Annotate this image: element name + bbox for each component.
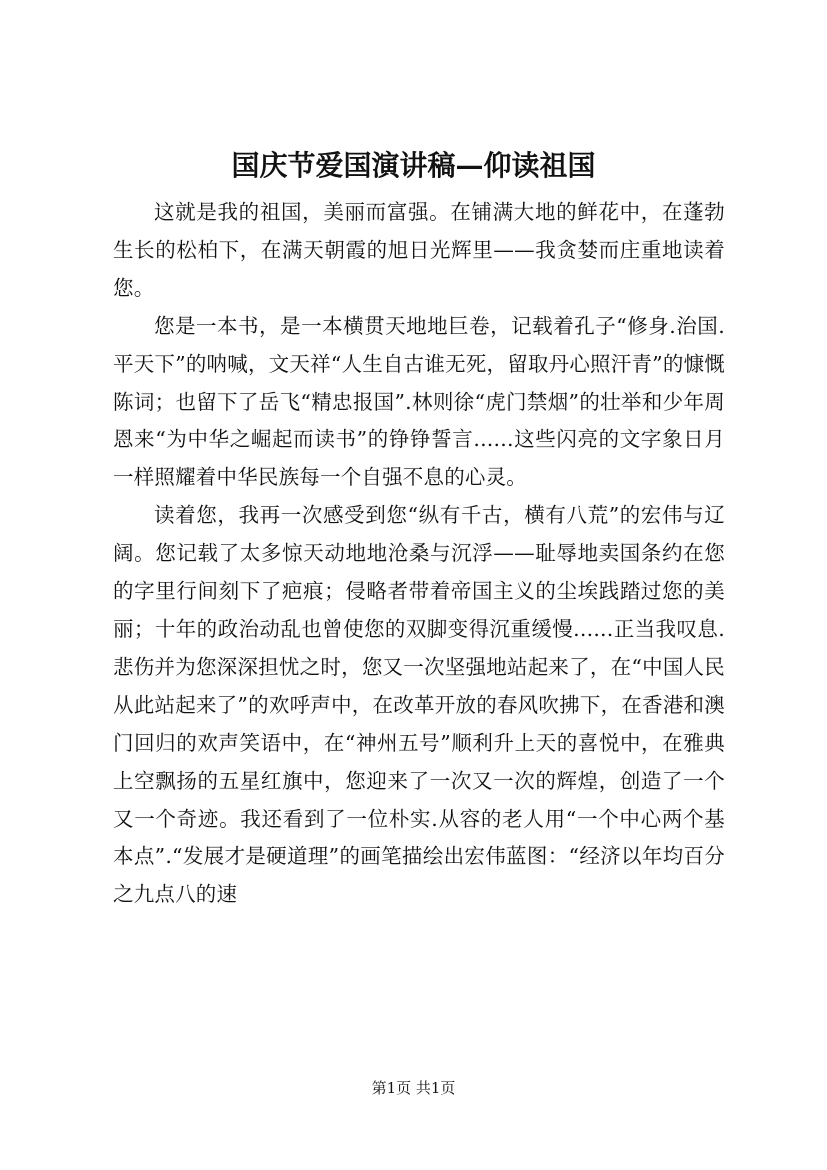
document-body: [113, 194, 725, 1054]
paragraph-1: 这就是我的祖国，美丽而富强。在铺满大地的鲜花中，在蓬勃生长的松柏下，在满天朝霞的旭日光辉里——我贪婪而庄重地读着您。: [113, 200, 725, 300]
document-title: 国庆节爱国演讲稿—仰读祖国: [231, 149, 596, 182]
page-number-footer: 第1页 共1页: [371, 1079, 456, 1097]
paragraph-3: 读着您，我再一次感受到您“纵有千古，横有八荒”的宏伟与辽阔。您记载了太多惊天动地地沧桑与沉浮——耻辱地卖国条约在您的字里行间刻下了疤痕；侵略者带着帝国主义的尘埃践踏过您的美丽；十年的政治动乱也曾使您的双脚变得沉重缓慢......正当我叹息.悲伤并为您深深担忧之时，您又一次坚强地站起来了，在“中国人民从此站起来了”的欢呼声中，在改革开放的春风吹拂下，在香港和澳门回归的欢声笑语中，在“神州五号”顺利升上天的喜悦中，在雅典上空飘扬的五星红旗中，您迎来了一次又一次的辉煌，创造了一个又一个奇迹。我还看到了一位朴实.从容的老人用“一个中心两个基本点”.“发展才是硬道理”的画笔描绘出宏伟蓝图：“经济以年均百分之九点八的速: [113, 503, 725, 907]
paragraph-2: 您是一本书，是一本横贯天地地巨卷，记载着孔子“修身.治国.平天下”的呐喊，文天祥“人生自古谁无死，留取丹心照汗青”的慷慨陈词；也留下了岳飞“精忠报国”.林则徐“虎门禁烟”的壮举和少年周恩来“为中华之崛起而读书”的铮铮誓言......这些闪亮的文字象日月一样照耀着中华民族每一个自强不息的心灵。: [113, 313, 725, 490]
